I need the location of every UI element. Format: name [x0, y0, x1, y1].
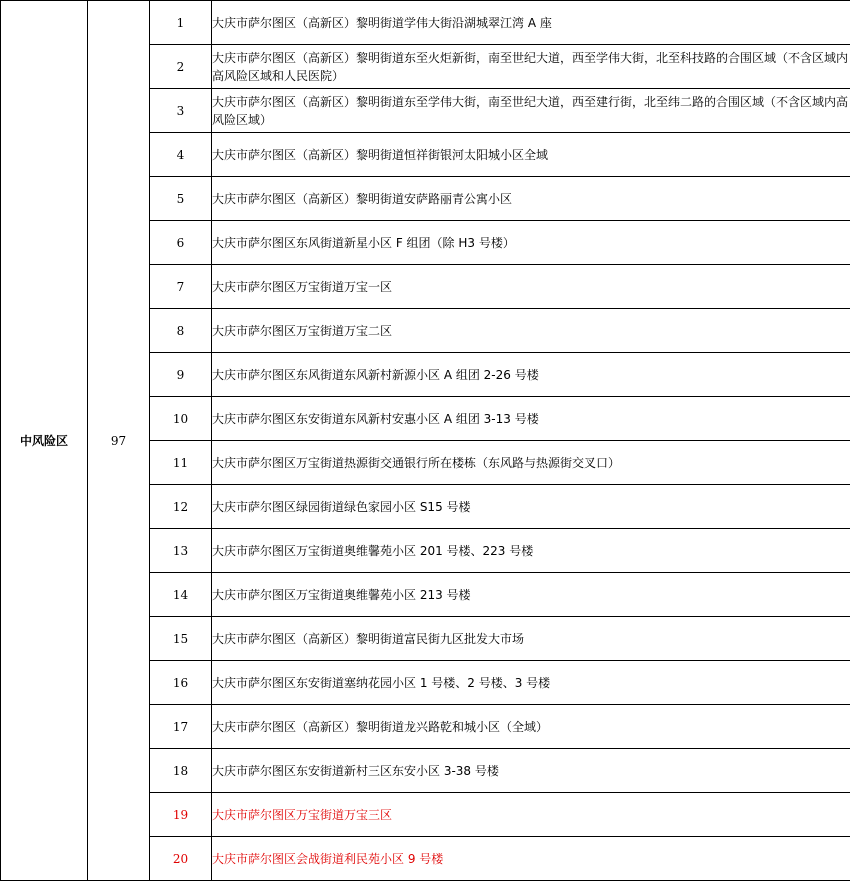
row-number-cell: 11 — [150, 441, 212, 485]
row-number-cell: 13 — [150, 529, 212, 573]
table-row — [1, 1, 850, 45]
row-number-cell: 4 — [150, 133, 212, 177]
row-number-cell: 10 — [150, 397, 212, 441]
address-cell: 大庆市萨尔图区会战街道利民苑小区 9 号楼 — [212, 837, 850, 881]
row-number-cell: 17 — [150, 705, 212, 749]
row-number-cell: 14 — [150, 573, 212, 617]
row-number-cell: 16 — [150, 661, 212, 705]
row-number-cell: 19 — [150, 793, 212, 837]
address-cell: 大庆市萨尔图区万宝街道热源街交通银行所在楼栋（东风路与热源街交叉口） — [212, 441, 850, 485]
row-number-cell: 7 — [150, 265, 212, 309]
address-cell: 大庆市萨尔图区万宝街道万宝三区 — [212, 793, 850, 837]
row-number-cell: 5 — [150, 177, 212, 221]
address-cell: 大庆市萨尔图区（高新区）黎明街道富民街九区批发大市场 — [212, 617, 850, 661]
address-cell: 大庆市萨尔图区（高新区）黎明街道东至学伟大街，南至世纪大道，西至建行街，北至纬二路的合围区域（不含区域内高风险区域） — [212, 89, 850, 133]
row-number-cell: 1 — [150, 1, 212, 45]
address-cell: 大庆市萨尔图区东风街道新星小区 F 组团（除 H3 号楼） — [212, 221, 850, 265]
risk-table-body — [1, 1, 850, 881]
row-number-cell: 20 — [150, 837, 212, 881]
address-cell: 大庆市萨尔图区东风街道东风新村新源小区 A 组团 2-26 号楼 — [212, 353, 850, 397]
row-number-cell: 12 — [150, 485, 212, 529]
address-cell: 大庆市萨尔图区（高新区）黎明街道东至火炬新街，南至世纪大道，西至学伟大街，北至科技路的合围区域（不含区域内高风险区域和人民医院） — [212, 45, 850, 89]
address-cell: 大庆市萨尔图区万宝街道奥维馨苑小区 201 号楼、223 号楼 — [212, 529, 850, 573]
row-number-cell: 6 — [150, 221, 212, 265]
address-cell: 大庆市萨尔图区（高新区）黎明街道安萨路丽青公寓小区 — [212, 177, 850, 221]
address-cell: 大庆市萨尔图区（高新区）黎明街道学伟大街沿湖城翠江湾 A 座 — [212, 1, 850, 45]
address-cell: 大庆市萨尔图区（高新区）黎明街道恒祥街银河太阳城小区全域 — [212, 133, 850, 177]
address-cell: 大庆市萨尔图区东安街道东风新村安惠小区 A 组团 3-13 号楼 — [212, 397, 850, 441]
row-number-cell: 3 — [150, 89, 212, 133]
row-number-cell: 18 — [150, 749, 212, 793]
row-number-cell: 15 — [150, 617, 212, 661]
address-cell: 大庆市萨尔图区绿园街道绿色家园小区 S15 号楼 — [212, 485, 850, 529]
row-number-cell: 2 — [150, 45, 212, 89]
address-cell: 大庆市萨尔图区东安街道新村三区东安小区 3-38 号楼 — [212, 749, 850, 793]
address-cell: 大庆市萨尔图区万宝街道万宝一区 — [212, 265, 850, 309]
row-number-cell: 8 — [150, 309, 212, 353]
address-cell: 大庆市萨尔图区万宝街道奥维馨苑小区 213 号楼 — [212, 573, 850, 617]
address-cell: 大庆市萨尔图区东安街道塞纳花园小区 1 号楼、2 号楼、3 号楼 — [212, 661, 850, 705]
address-cell: 大庆市萨尔图区万宝街道万宝二区 — [212, 309, 850, 353]
address-cell: 大庆市萨尔图区（高新区）黎明街道龙兴路乾和城小区（全域） — [212, 705, 850, 749]
area-count-cell: 97 — [88, 1, 150, 881]
row-number-cell: 9 — [150, 353, 212, 397]
risk-level-cell: 中风险区 — [1, 1, 88, 881]
